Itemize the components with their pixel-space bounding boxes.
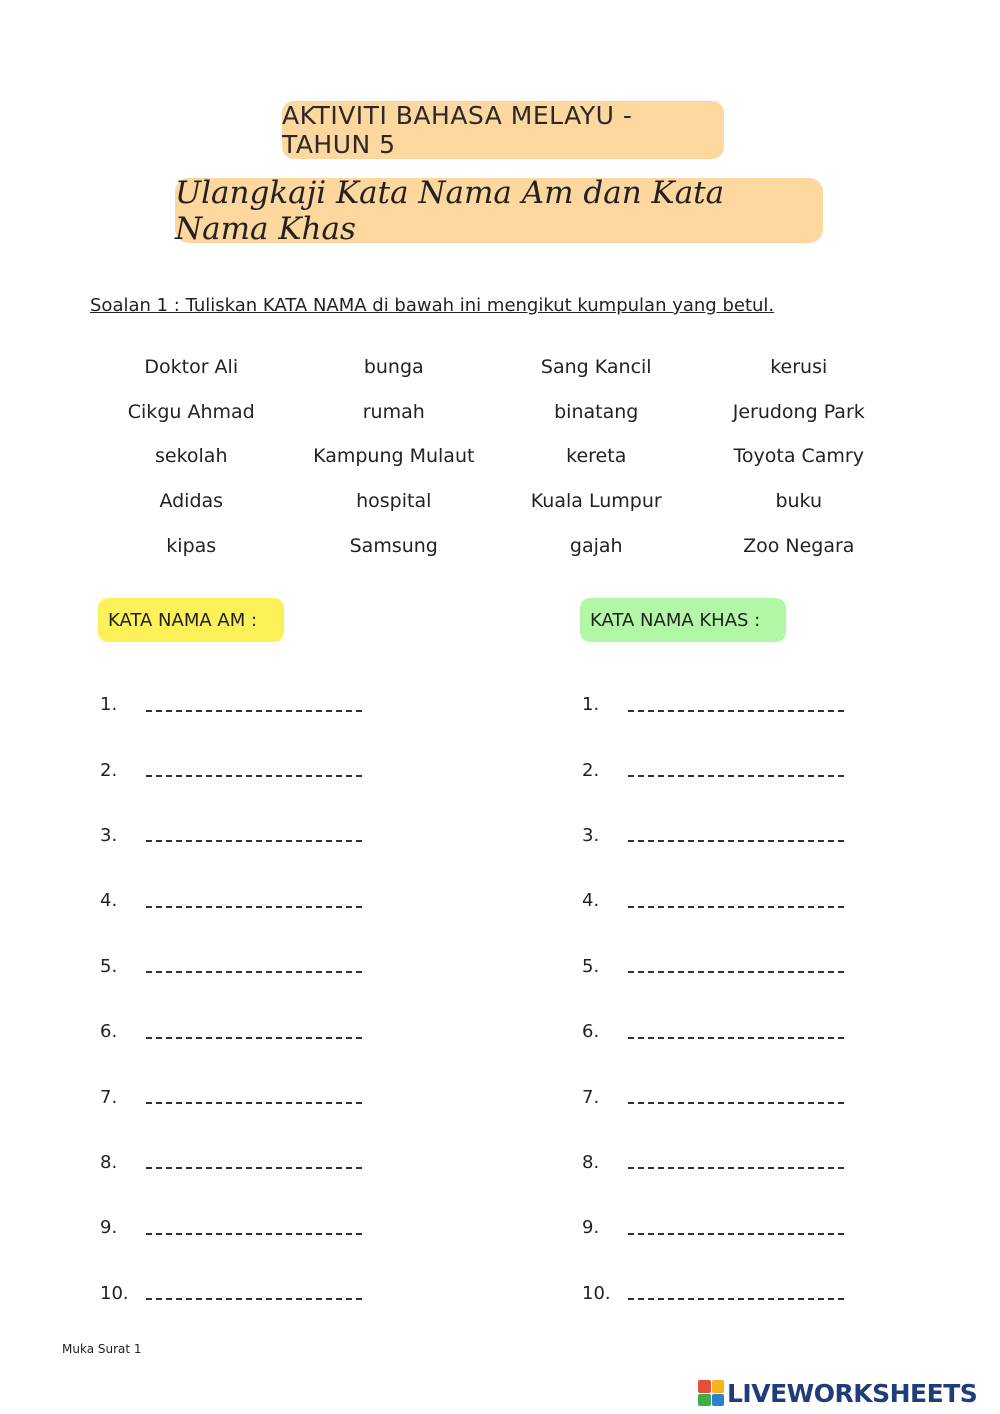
worksheet-subtitle: Ulangkaji Kata Nama Am dan Kata Nama Khas (175, 178, 823, 243)
word-item: hospital (356, 490, 432, 513)
brand-name: LIVEWORKSHEETS (727, 1378, 978, 1408)
answer-number: 3. (100, 824, 118, 846)
kata-nama-khas-answer-blank[interactable] (628, 1167, 844, 1169)
kata-nama-am-answer-blank[interactable] (146, 1167, 362, 1169)
word-item: Adidas (159, 490, 224, 513)
worksheet-title: AKTIVITI BAHASA MELAYU - TAHUN 5 (282, 101, 724, 159)
word-item: binatang (554, 400, 639, 423)
kata-nama-khas-answer-blank[interactable] (628, 840, 844, 842)
word-item: Sang Kancil (540, 356, 652, 379)
answer-number: 5. (100, 955, 118, 977)
kata-nama-khas-answer-row (582, 672, 844, 737)
answer-number: 5. (582, 955, 600, 977)
kata-nama-khas-answers (582, 672, 844, 1326)
kata-nama-khas-answer-blank[interactable] (628, 1298, 844, 1300)
answer-number: 8. (100, 1151, 118, 1173)
word-item: sekolah (154, 445, 228, 468)
kata-nama-am-answer-row (100, 672, 362, 737)
kata-nama-khas-answer-row (582, 999, 844, 1064)
kata-nama-khas-answer-blank[interactable] (628, 1233, 844, 1235)
kata-nama-am-answer-row (100, 1195, 362, 1260)
kata-nama-khas-answer-blank[interactable] (628, 971, 844, 973)
answer-number: 9. (582, 1217, 600, 1239)
word-item: Zoo Negara (743, 534, 855, 557)
word-bank (90, 345, 900, 568)
answer-number: 10. (100, 1282, 129, 1304)
kata-nama-am-answer-blank[interactable] (146, 775, 362, 777)
word-item: gajah (569, 534, 623, 557)
answer-number: 9. (100, 1217, 118, 1239)
kata-nama-am-answer-blank[interactable] (146, 971, 362, 973)
kata-nama-am-answer-blank[interactable] (146, 1037, 362, 1039)
kata-nama-am-answer-blank[interactable] (146, 1233, 362, 1235)
answer-number: 7. (582, 1086, 600, 1108)
kata-nama-am-answer-row (100, 934, 362, 999)
kata-nama-am-answer-row (100, 1064, 362, 1129)
word-item: bunga (363, 356, 424, 379)
answer-number: 6. (582, 1021, 600, 1043)
kata-nama-khas-label: KATA NAMA KHAS : (580, 598, 786, 642)
word-item: kerusi (770, 356, 828, 379)
kata-nama-am-answer-row (100, 1130, 362, 1195)
word-item: Kuala Lumpur (530, 490, 662, 513)
answer-number: 4. (100, 890, 118, 912)
word-item: rumah (362, 400, 425, 423)
kata-nama-am-answer-blank[interactable] (146, 840, 362, 842)
answer-number: 8. (582, 1151, 600, 1173)
word-item: Jerudong Park (732, 400, 865, 423)
word-item: Cikgu Ahmad (127, 400, 255, 423)
kata-nama-khas-answer-row (582, 934, 844, 999)
kata-nama-am-answer-blank[interactable] (146, 1102, 362, 1104)
kata-nama-khas-answer-row (582, 868, 844, 933)
kata-nama-khas-answer-row (582, 737, 844, 802)
kata-nama-khas-answer-blank[interactable] (628, 1102, 844, 1104)
kata-nama-khas-answer-row (582, 1130, 844, 1195)
kata-nama-khas-answer-blank[interactable] (628, 906, 844, 908)
kata-nama-am-answer-blank[interactable] (146, 710, 362, 712)
answer-number: 6. (100, 1021, 118, 1043)
page-number: Muka Surat 1 (62, 1342, 142, 1356)
word-item: kipas (166, 534, 217, 557)
word-item: Doktor Ali (144, 356, 239, 379)
kata-nama-am-answer-row (100, 999, 362, 1064)
word-item: Kampung Mulaut (313, 445, 475, 468)
word-item: Samsung (349, 534, 438, 557)
answer-number: 3. (582, 824, 600, 846)
kata-nama-khas-answer-row (582, 803, 844, 868)
liveworksheets-brand[interactable] (698, 1378, 977, 1408)
liveworksheets-logo-icon (698, 1380, 724, 1406)
kata-nama-khas-answer-blank[interactable] (628, 1037, 844, 1039)
answer-number: 2. (582, 759, 600, 781)
kata-nama-am-answers (100, 672, 362, 1326)
question-instruction: Soalan 1 : Tuliskan KATA NAMA di bawah ini mengikut kumpulan yang betul. (90, 295, 775, 316)
kata-nama-khas-answer-row (582, 1064, 844, 1129)
kata-nama-am-answer-row (100, 803, 362, 868)
word-item: buku (775, 490, 823, 513)
kata-nama-khas-answer-row (582, 1195, 844, 1260)
kata-nama-am-answer-blank[interactable] (146, 1298, 362, 1300)
answer-number: 7. (100, 1086, 118, 1108)
word-item: kereta (566, 445, 627, 468)
word-item: Toyota Camry (733, 445, 864, 468)
answer-number: 10. (582, 1282, 611, 1304)
kata-nama-am-answer-row (100, 1261, 362, 1326)
kata-nama-am-answer-row (100, 737, 362, 802)
answer-number: 1. (100, 694, 118, 716)
kata-nama-khas-answer-blank[interactable] (628, 775, 844, 777)
kata-nama-am-answer-blank[interactable] (146, 906, 362, 908)
answer-number: 2. (100, 759, 118, 781)
answer-number: 4. (582, 890, 600, 912)
kata-nama-am-label: KATA NAMA AM : (98, 598, 284, 642)
answer-number: 1. (582, 694, 600, 716)
kata-nama-khas-answer-row (582, 1261, 844, 1326)
kata-nama-am-answer-row (100, 868, 362, 933)
kata-nama-khas-answer-blank[interactable] (628, 710, 844, 712)
